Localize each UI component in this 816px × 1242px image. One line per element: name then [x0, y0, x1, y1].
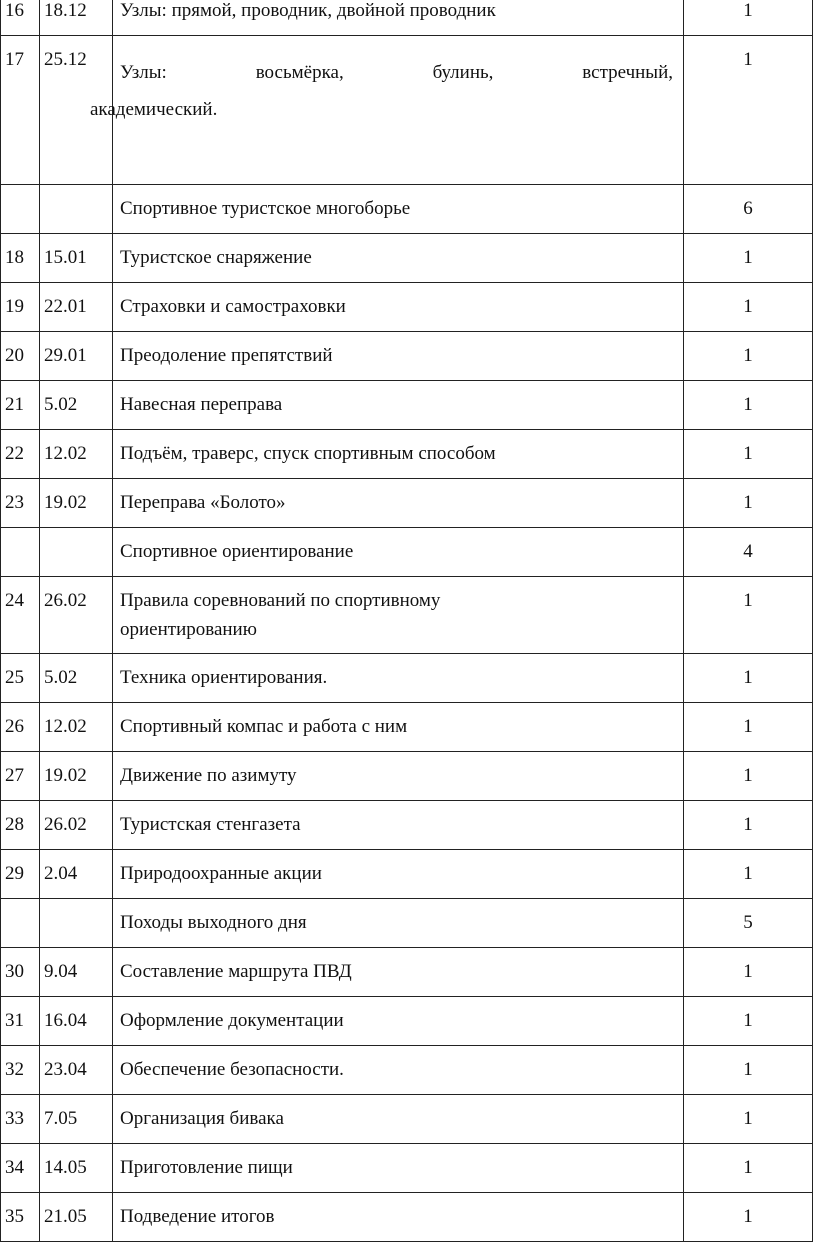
lesson-date: 21.05 — [40, 1193, 113, 1242]
lesson-hours: 1 — [684, 1046, 813, 1095]
lesson-hours: 1 — [684, 850, 813, 899]
section-row — [1, 899, 813, 948]
lesson-date: 29.01 — [40, 332, 113, 381]
lesson-hours: 1 — [684, 283, 813, 332]
lesson-number: 28 — [1, 801, 40, 850]
table-row — [1, 654, 813, 703]
lesson-date: 26.02 — [40, 801, 113, 850]
lesson-number: 27 — [1, 752, 40, 801]
lesson-number: 23 — [1, 479, 40, 528]
lesson-date: 19.02 — [40, 479, 113, 528]
table-row — [1, 0, 813, 36]
lesson-topic: Подведение итогов — [113, 1193, 684, 1242]
lesson-topic-line: Узлы: восьмёрка, булинь, встречный, — [120, 62, 673, 83]
lesson-hours: 1 — [684, 654, 813, 703]
section-hours: 5 — [684, 899, 813, 948]
table-row — [1, 948, 813, 997]
lesson-topic: Движение по азимуту — [113, 752, 684, 801]
lesson-number: 32 — [1, 1046, 40, 1095]
lesson-topic: Подъём, траверс, спуск спортивным способом — [113, 430, 684, 479]
section-row — [1, 528, 813, 577]
lesson-hours: 1 — [684, 948, 813, 997]
lesson-hours: 1 — [684, 36, 813, 185]
table-row — [1, 850, 813, 899]
lesson-topic — [113, 577, 684, 654]
lesson-date: 9.04 — [40, 948, 113, 997]
section-row — [1, 185, 813, 234]
lesson-hours: 1 — [684, 479, 813, 528]
lesson-date: 15.01 — [40, 234, 113, 283]
lesson-hours: 1 — [684, 1144, 813, 1193]
lesson-date: 26.02 — [40, 577, 113, 654]
table-row — [1, 234, 813, 283]
table-row — [1, 752, 813, 801]
table-row — [1, 1095, 813, 1144]
lesson-number: 34 — [1, 1144, 40, 1193]
lesson-number — [1, 899, 40, 948]
lesson-date: 12.02 — [40, 430, 113, 479]
lesson-date: 19.02 — [40, 752, 113, 801]
lesson-number: 24 — [1, 577, 40, 654]
lesson-date: 5.02 — [40, 654, 113, 703]
table-row — [1, 997, 813, 1046]
section-hours: 6 — [684, 185, 813, 234]
lesson-date: 23.04 — [40, 1046, 113, 1095]
lesson-number: 18 — [1, 234, 40, 283]
lesson-date: 14.05 — [40, 1144, 113, 1193]
lesson-number: 35 — [1, 1193, 40, 1242]
lesson-number: 33 — [1, 1095, 40, 1144]
lesson-number: 17 — [1, 36, 40, 185]
lesson-date — [40, 899, 113, 948]
table-row — [1, 283, 813, 332]
lesson-topic: Навесная переправа — [113, 381, 684, 430]
lesson-topic-line: академический. — [90, 99, 218, 120]
lesson-number: 26 — [1, 703, 40, 752]
lesson-hours: 1 — [684, 1193, 813, 1242]
lesson-topic-line: ориентированию — [120, 619, 257, 640]
table-row — [1, 430, 813, 479]
lesson-date — [40, 528, 113, 577]
lesson-topic: Техника ориентирования. — [113, 654, 684, 703]
lesson-hours: 1 — [684, 1095, 813, 1144]
lesson-topic: Составление маршрута ПВД — [113, 948, 684, 997]
lesson-topic: Страховки и самостраховки — [113, 283, 684, 332]
table-row — [1, 1193, 813, 1242]
lesson-hours: 1 — [684, 332, 813, 381]
lesson-date: 16.04 — [40, 997, 113, 1046]
table-row — [1, 801, 813, 850]
table-row — [1, 1046, 813, 1095]
lesson-number — [1, 185, 40, 234]
lesson-number: 20 — [1, 332, 40, 381]
lesson-topic: Организация бивака — [113, 1095, 684, 1144]
table-row — [1, 332, 813, 381]
lesson-date: 18.12 — [40, 0, 113, 36]
lesson-hours: 1 — [684, 577, 813, 654]
lesson-hours: 1 — [684, 381, 813, 430]
lesson-date: 12.02 — [40, 703, 113, 752]
table-row — [1, 36, 813, 185]
lesson-hours: 1 — [684, 430, 813, 479]
lesson-number: 25 — [1, 654, 40, 703]
lesson-date: 5.02 — [40, 381, 113, 430]
section-hours: 4 — [684, 528, 813, 577]
lesson-date: 7.05 — [40, 1095, 113, 1144]
lesson-number: 30 — [1, 948, 40, 997]
table-row — [1, 703, 813, 752]
lesson-number: 22 — [1, 430, 40, 479]
lesson-hours: 1 — [684, 801, 813, 850]
lesson-date: 25.12 — [40, 36, 113, 185]
lesson-hours: 1 — [684, 0, 813, 36]
lesson-topic: Природоохранные акции — [113, 850, 684, 899]
lesson-topic: Туристское снаряжение — [113, 234, 684, 283]
lesson-number: 21 — [1, 381, 40, 430]
lesson-topic: Обеспечение безопасности. — [113, 1046, 684, 1095]
section-title: Спортивное туристское многоборье — [113, 185, 684, 234]
lesson-topic: Узлы: прямой, проводник, двойной проводник — [113, 0, 684, 36]
lesson-topic: Приготовление пищи — [113, 1144, 684, 1193]
lesson-number: 31 — [1, 997, 40, 1046]
lesson-date: 2.04 — [40, 850, 113, 899]
lesson-number: 19 — [1, 283, 40, 332]
lesson-topic: Спортивный компас и работа с ним — [113, 703, 684, 752]
lesson-date — [40, 185, 113, 234]
table-row — [1, 479, 813, 528]
lesson-hours: 1 — [684, 752, 813, 801]
lesson-topic — [90, 36, 684, 185]
lesson-topic: Переправа «Болото» — [113, 479, 684, 528]
lesson-topic: Оформление документации — [113, 997, 684, 1046]
section-title: Спортивное ориентирование — [113, 528, 684, 577]
table-row — [1, 1144, 813, 1193]
lesson-hours: 1 — [684, 997, 813, 1046]
lesson-topic: Туристская стенгазета — [113, 801, 684, 850]
lesson-hours: 1 — [684, 703, 813, 752]
lesson-hours: 1 — [684, 234, 813, 283]
table-row — [1, 381, 813, 430]
lesson-topic: Преодоление препятствий — [113, 332, 684, 381]
lesson-number: 29 — [1, 850, 40, 899]
section-title: Походы выходного дня — [113, 899, 684, 948]
lesson-number — [1, 528, 40, 577]
lesson-topic-line: Правила соревнований по спортивному — [120, 590, 441, 611]
lesson-date: 22.01 — [40, 283, 113, 332]
lesson-number: 16 — [1, 0, 40, 36]
table-row — [1, 577, 813, 654]
